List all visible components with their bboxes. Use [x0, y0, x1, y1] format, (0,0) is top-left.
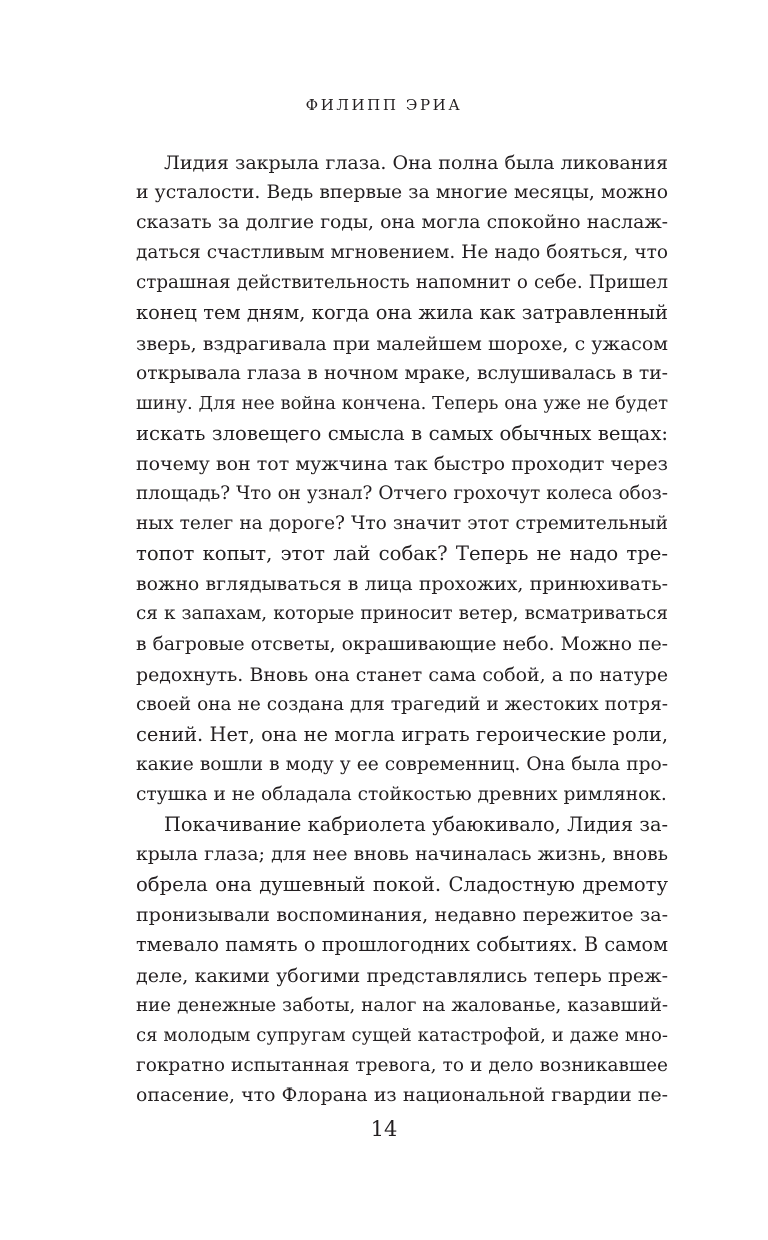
text-line: Покачивание кабриолета убаюкивало, Лидия за-: [164, 813, 668, 837]
text-line: опасение, что Флорана из национальной гвардии пе-: [136, 1084, 668, 1106]
body-text: [136, 148, 668, 1111]
text-line: открывала глаза в ночном мраке, вслушивалась в ти-: [136, 362, 668, 384]
text-line: конец тем дням, когда она жила как затравленный: [136, 301, 668, 325]
text-line: деле, какими убогими представлялись теперь преж-: [136, 964, 668, 987]
text-line: крыла глаза; для нее вновь начиналась жизнь, вновь: [136, 844, 668, 866]
page-number: 14: [370, 1117, 398, 1141]
text-line: даться счастливым мгновением. Не надо бояться, что: [136, 242, 668, 264]
text-line: гократно испытанная тревога, то и дело возникавшее: [136, 1054, 668, 1076]
text-line: страшная действительность напомнит о себе. Пришел: [136, 272, 668, 294]
text-line: какие вошли в моду у ее современниц. Она была про-: [136, 753, 668, 775]
text-line: Лидия закрыла глаза. Она полна была ликования: [164, 152, 668, 174]
text-line: топот копыт, этот лай собак? Теперь не надо тре-: [136, 542, 668, 566]
text-line: стушка и не обладала стойкостью древних римлянок.: [136, 783, 667, 805]
text-line: ся к запахам, которые приносит ветер, всматриваться: [136, 603, 668, 625]
text-line: и усталости. Ведь впервые за многие месяцы, можно: [136, 182, 668, 204]
text-line: ных телег на дороге? Что значит этот стремительный: [136, 513, 668, 535]
text-line: тмевало память о прошлогодних событиях. В самом: [136, 933, 668, 957]
text-line: шину. Для нее война кончена. Теперь она уже не будет: [136, 392, 668, 414]
running-head: ФИЛИПП ЭРИА: [305, 96, 463, 114]
text-line: ся молодым супругам сущей катастрофой, и даже мно-: [136, 1024, 668, 1046]
text-line: площадь? Что он узнал? Отчего грохочут колеса обоз-: [136, 483, 668, 505]
text-line: сказать за долгие годы, она могла спокойно наслаж-: [136, 212, 668, 234]
text-line: редохнуть. Вновь она станет сама собой, а по натуре: [136, 663, 668, 686]
text-line: почему вон тот мужчина так быстро проходит через: [136, 452, 668, 475]
text-line: своей она не создана для трагедий и жестоких потря-: [136, 693, 668, 715]
text-line: в багровые отсветы, окрашивающие небо. Можно пе-: [136, 633, 668, 655]
text-line: сений. Нет, она не могла играть героические роли,: [136, 722, 668, 746]
text-line: обрела она душевный покой. Сладостную дремоту: [136, 873, 668, 897]
text-line: пронизывали воспоминания, недавно пережитое за-: [136, 904, 668, 927]
text-line: искать зловещего смысла в самых обычных вещах:: [136, 421, 668, 445]
text-line: ние денежные заботы, налог на жалованье, казавший-: [136, 994, 668, 1016]
text-line: вожно вглядываться в лица прохожих, принюхивать-: [136, 573, 668, 596]
text-line: зверь, вздрагивала при малейшем шорохе, с ужасом: [136, 332, 668, 355]
